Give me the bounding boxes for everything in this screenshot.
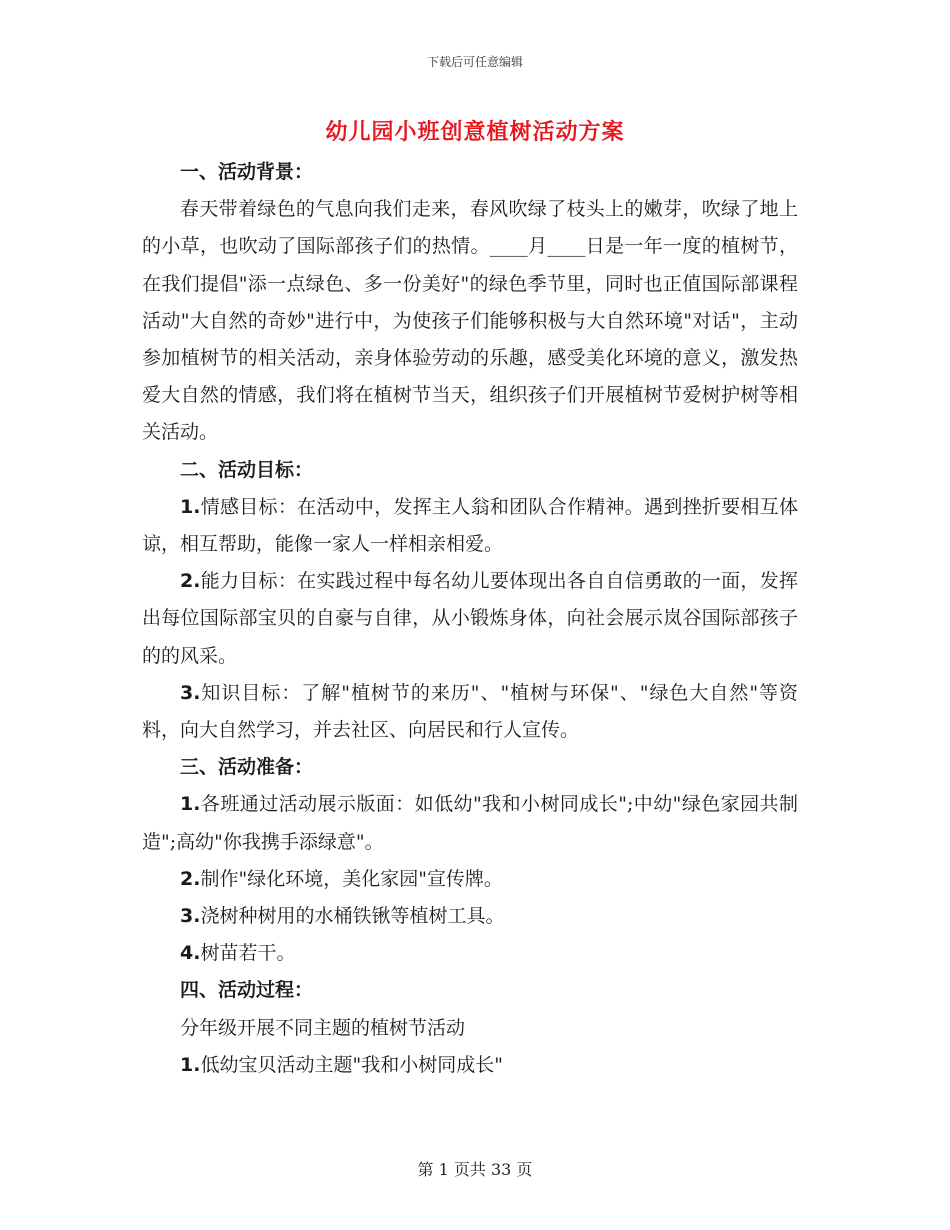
item-number: 3. <box>180 681 201 704</box>
item-text: 制作"绿化环境，美化家园"宣传牌。 <box>200 867 503 890</box>
item-number: 1. <box>180 1053 201 1076</box>
paragraph-process-intro: 分年级开展不同主题的植树节活动 <box>180 1016 466 1039</box>
prep-item <box>142 861 798 898</box>
page-footer: 第 1 页共 33 页 <box>417 1160 533 1179</box>
goal-item <box>142 563 798 675</box>
section-heading-goals: 二、活动目标： <box>180 458 314 481</box>
prep-item <box>142 935 798 972</box>
item-text: 各班通过活动展示版面：如低幼"我和小树同成长";中幼"绿色家园共制造";高幼"你我携手添绿意"。 <box>142 793 798 853</box>
item-text: 知识目标：了解"植树节的来历"、"植树与环保"、"绿色大自然"等资料，向大自然学习，并去社区、向居民和行人宣传。 <box>142 681 798 742</box>
prep-item <box>142 898 798 935</box>
goal-item <box>142 489 798 563</box>
item-text: 能力目标：在实践过程中每名幼儿要体现出各自自信勇敢的一面，发挥出每位国际部宝贝的自豪与自律，从小锻炼身体，向社会展示岚谷国际部孩子的的风采。 <box>142 570 798 667</box>
prep-item <box>142 786 798 860</box>
item-text: 浇树种树用的水桶铁锹等植树工具。 <box>200 905 505 928</box>
item-text: 低幼宝贝活动主题"我和小树同成长" <box>200 1053 503 1076</box>
paragraph-background: 春天带着绿色的气息向我们走来，春风吹绿了枝头上的嫩芽，吹绿了地上的小草，也吹动了国际部孩子们的热情。____月____日是一年一度的植树节，在我们提倡"添一点绿色、多一份美好"的绿色季节里，同时也正值国际部课程活动"大自然的奇妙"进行中，为使孩子们能够积极与大自然环境"对话"，主动参加植树节的相关活动，亲身体验劳动的乐趣，感受美化环境的意义，激发热爱大自然的情感，我们将在植树节当天，组织孩子们开展植树节爱树护树等相关活动。 <box>142 198 798 444</box>
document-body <box>142 154 798 1084</box>
item-number: 3. <box>180 905 201 928</box>
item-number: 1. <box>180 495 201 518</box>
header-note: 下载后可任意编辑 <box>426 55 523 69</box>
goal-item <box>142 675 798 749</box>
section-heading-background: 一、活动背景： <box>180 161 314 183</box>
item-text: 树苗若干。 <box>200 942 296 965</box>
item-number: 2. <box>180 867 201 890</box>
section-heading-process: 四、活动过程： <box>180 979 314 1002</box>
item-number: 1. <box>180 793 201 816</box>
section-heading-preparation: 三、活动准备： <box>180 756 314 779</box>
item-number: 4. <box>180 942 201 965</box>
item-number: 2. <box>180 570 201 593</box>
process-item <box>142 1047 798 1084</box>
item-text: 情感目标：在活动中，发挥主人翁和团队合作精神。遇到挫折要相互体谅，相互帮助，能像一家人一样相亲相爱。 <box>142 495 798 556</box>
document-title: 幼儿园小班创意植树活动方案 <box>325 119 625 145</box>
